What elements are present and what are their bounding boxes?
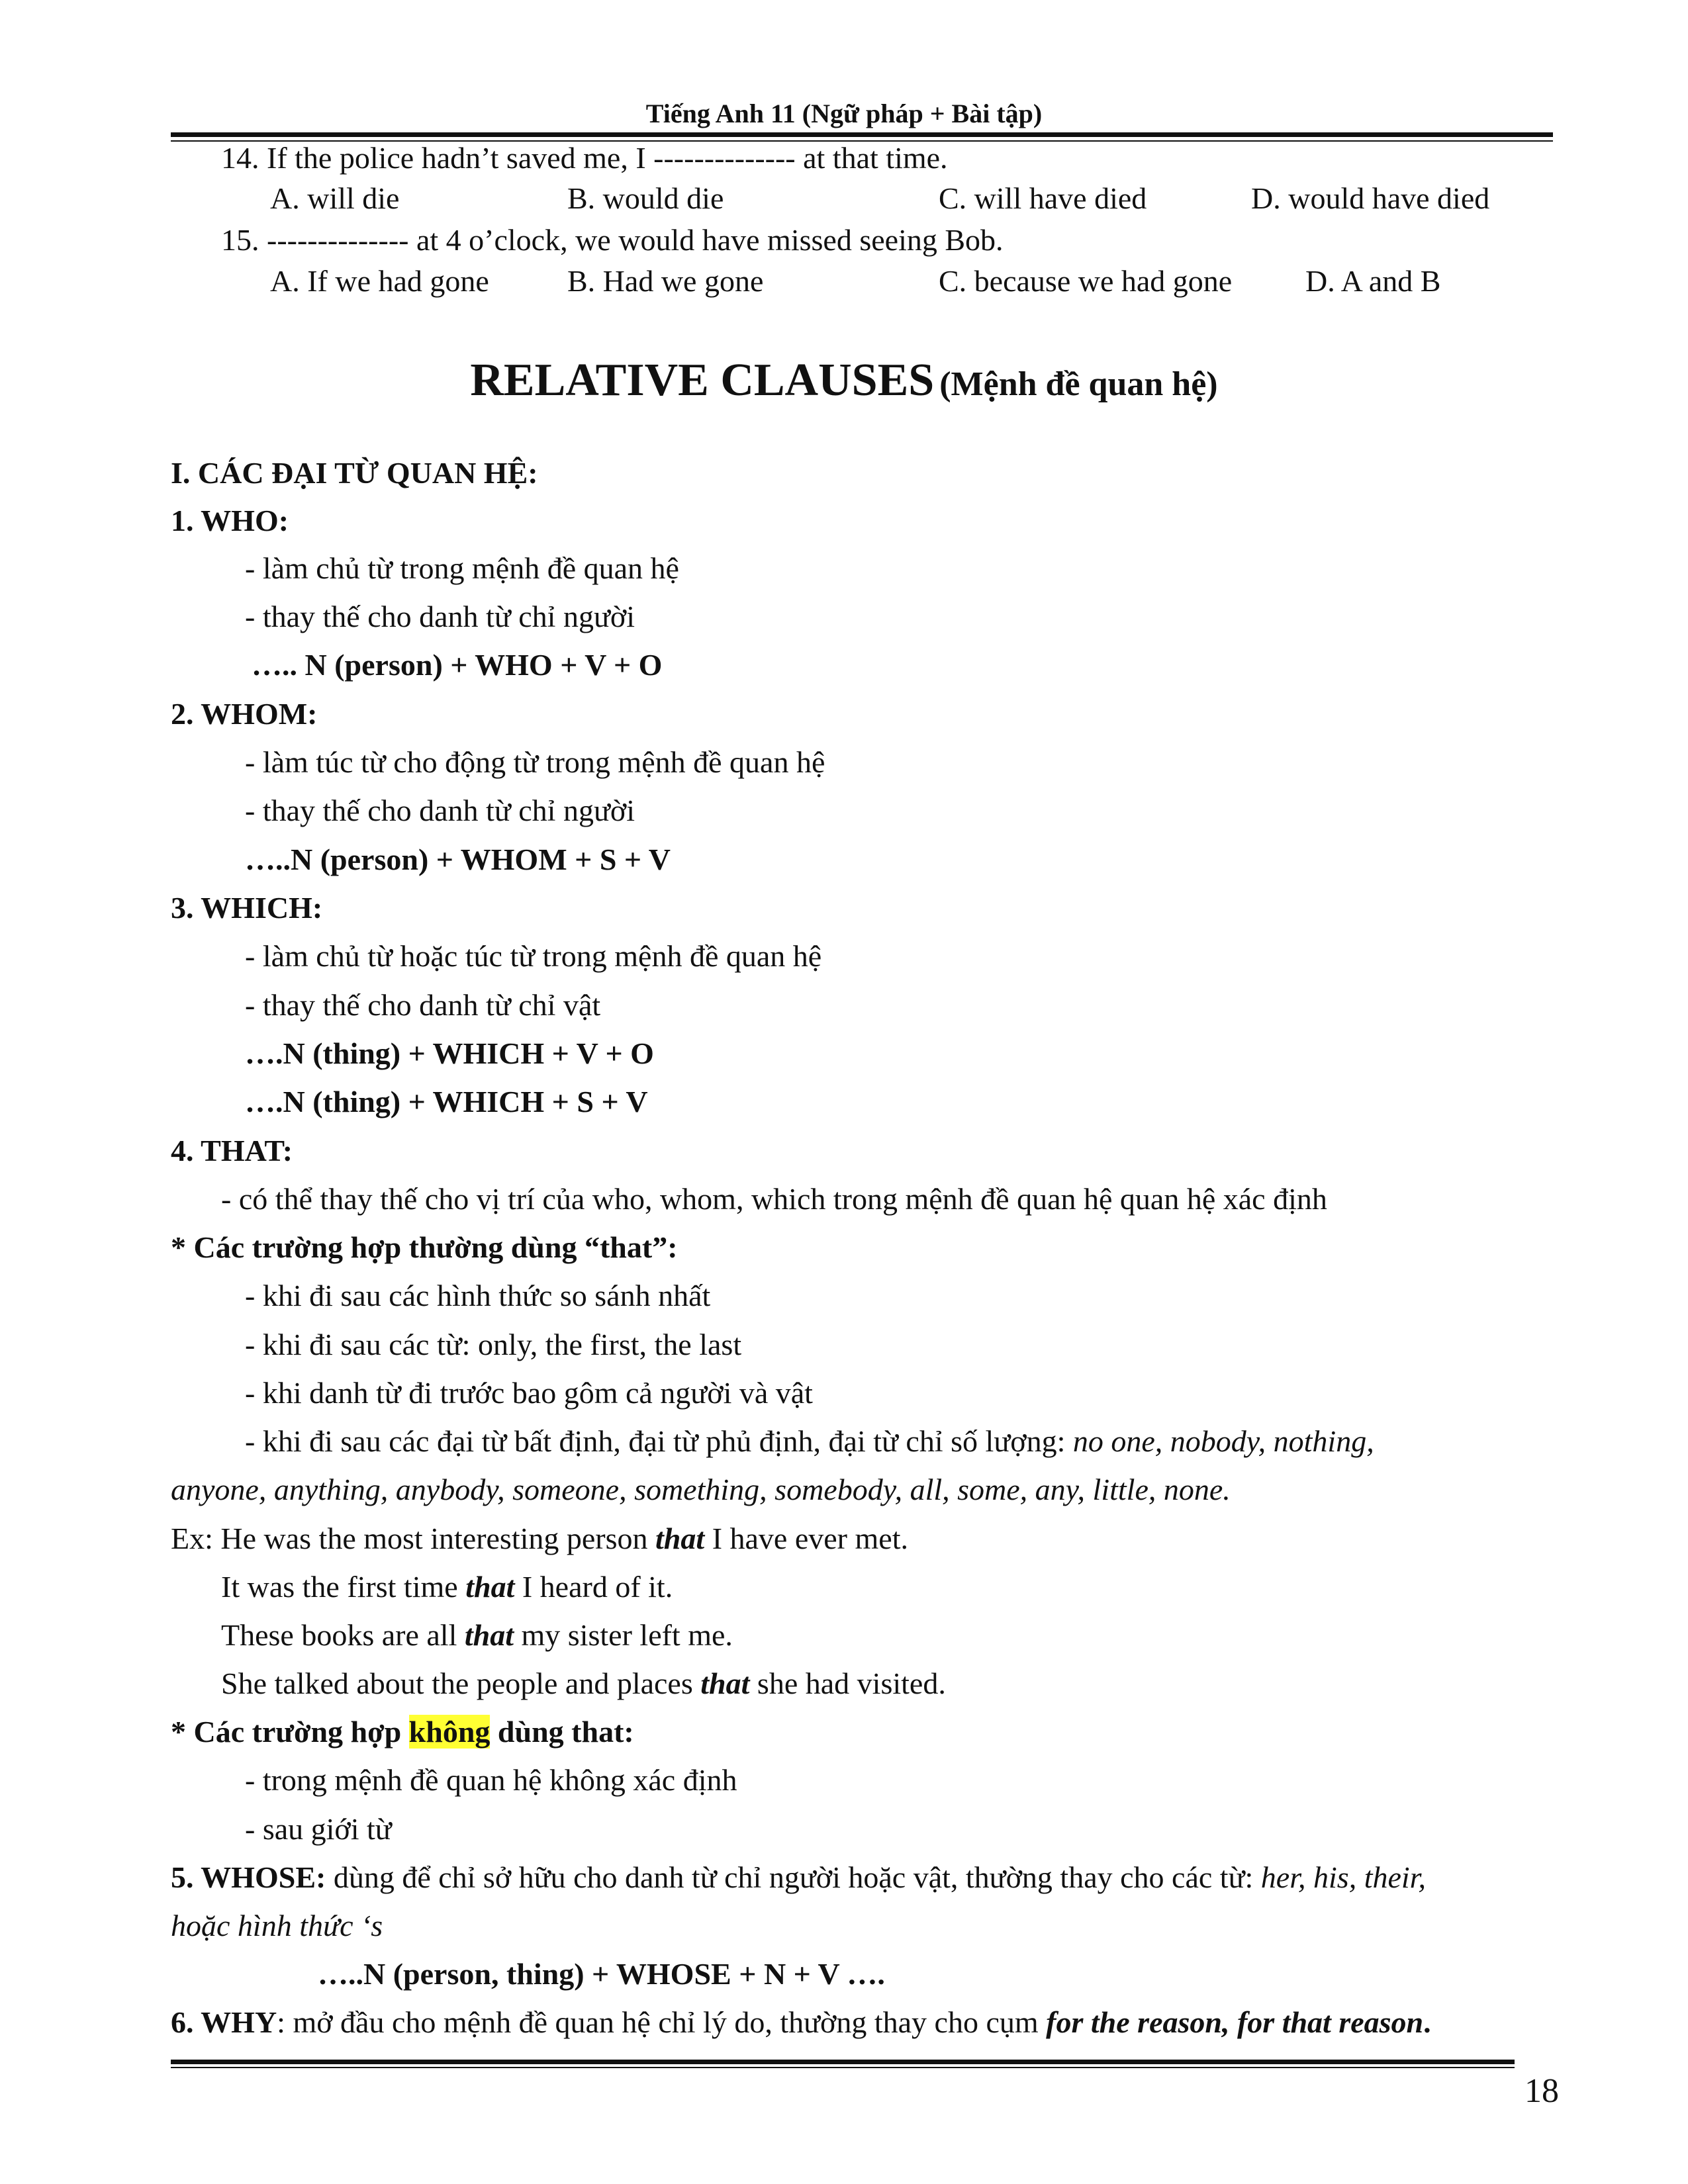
that-line-1: - có thể thay thế cho vị trí của who, whom, which trong mệnh đề quan hệ quan hệ xác định — [221, 1182, 1327, 1216]
that-case-2: - khi đi sau các từ: only, the first, the last — [245, 1328, 742, 1361]
why-line — [171, 2005, 1431, 2040]
who-line-2: - thay thế cho danh từ chỉ người — [245, 600, 635, 633]
question-14-option-a: A. will die — [270, 181, 400, 215]
whom-line-2: - thay thế cho danh từ chỉ người — [245, 794, 635, 827]
question-15-option-c: C. because we had gone — [939, 264, 1233, 298]
example-1-end: I have ever met. — [704, 1522, 908, 1555]
whose-italic: her, his, their, — [1260, 1860, 1426, 1894]
question-14-option-d: D. would have died — [1251, 181, 1490, 215]
example-4-end: she had visited. — [749, 1666, 946, 1700]
whose-heading: 5. WHOSE: — [171, 1860, 326, 1894]
that-case-1: - khi đi sau các hình thức so sánh nhất — [245, 1279, 711, 1312]
question-15-option-d: D. A and B — [1305, 264, 1441, 298]
example-1 — [171, 1521, 908, 1556]
who-formula: ….. N (person) + WHO + V + O — [252, 648, 663, 682]
section-1-heading: I. CÁC ĐẠI TỪ QUAN HỆ: — [171, 456, 538, 490]
question-14-option-b: B. would die — [567, 181, 724, 215]
that-case-4-continued: anyone, anything, anybody, someone, something, somebody, all, some, any, little, none. — [171, 1473, 1231, 1506]
title-sub: (Mệnh đề quan hệ) — [939, 365, 1218, 403]
example-3-that: that — [464, 1618, 514, 1652]
that-not-heading-end: dùng that: — [490, 1715, 634, 1749]
which-line-2: - thay thế cho danh từ chỉ vật — [245, 988, 601, 1022]
example-4-that: that — [700, 1666, 750, 1700]
why-text: : mở đầu cho mệnh đề quan hệ chỉ lý do, thường thay cho cụm — [277, 2005, 1047, 2039]
question-15-option-a: A. If we had gone — [270, 264, 489, 298]
that-cases-heading: * Các trường hợp thường dùng “that”: — [171, 1230, 678, 1264]
page-number: 18 — [1524, 2072, 1559, 2110]
example-4 — [221, 1666, 946, 1701]
whose-line — [171, 1860, 1426, 1895]
example-3 — [221, 1617, 733, 1653]
title-main: RELATIVE CLAUSES — [470, 355, 935, 406]
that-heading: 4. THAT: — [171, 1134, 293, 1167]
whose-text: dùng để chỉ sở hữu cho danh từ chỉ người hoặc vật, thường thay cho các từ: — [326, 1860, 1261, 1894]
example-3-text: These books are all — [221, 1618, 465, 1652]
that-case-3: - khi danh từ đi trước bao gôm cả người và vật — [245, 1376, 813, 1410]
that-not-1: - trong mệnh đề quan hệ không xác định — [245, 1763, 737, 1797]
that-not-heading-text: * Các trường hợp — [171, 1715, 409, 1749]
example-4-text: She talked about the people and places — [221, 1666, 701, 1700]
footer-rule-thin — [171, 2067, 1515, 2068]
example-3-end: my sister left me. — [514, 1618, 733, 1652]
which-heading: 3. WHICH: — [171, 891, 323, 925]
why-phrase: for the reason, for that reason — [1046, 2005, 1424, 2039]
section-title — [0, 354, 1688, 407]
that-case-4-italic: no one, nobody, nothing, — [1072, 1424, 1374, 1458]
why-end: . — [1423, 2005, 1431, 2039]
whom-formula: …..N (person) + WHOM + S + V — [245, 842, 671, 876]
header-rule-thick — [171, 132, 1553, 137]
which-line-1: - làm chủ từ hoặc túc từ trong mệnh đề quan hệ — [245, 939, 822, 973]
highlighted-word: không — [408, 1715, 491, 1749]
why-heading: 6. WHY — [171, 2005, 277, 2039]
whose-line-2: hoặc hình thức ‘s — [171, 1909, 383, 1942]
which-formula-2: ….N (thing) + WHICH + S + V — [245, 1085, 648, 1118]
that-not-2: - sau giới từ — [245, 1812, 392, 1846]
question-15-stem: 15. -------------- at 4 o’clock, we would have missed seeing Bob. — [221, 223, 1004, 257]
whose-formula: …..N (person, thing) + WHOSE + N + V …. — [318, 1957, 885, 1991]
which-formula-1: ….N (thing) + WHICH + V + O — [245, 1036, 654, 1070]
example-2-that: that — [465, 1570, 515, 1604]
that-case-4 — [245, 1424, 1374, 1459]
question-14-option-c: C. will have died — [939, 181, 1147, 215]
question-15-option-b: B. Had we gone — [567, 264, 764, 298]
that-case-4-text: - khi đi sau các đại từ bất định, đại từ phủ định, đại từ chỉ số lượng: — [245, 1424, 1073, 1458]
example-2-end: I heard of it. — [514, 1570, 673, 1604]
who-line-1: - làm chủ từ trong mệnh đề quan hệ — [245, 551, 679, 585]
page-header: Tiếng Anh 11 (Ngữ pháp + Bài tập) — [645, 99, 1043, 128]
example-1-text: Ex: He was the most interesting person — [171, 1522, 656, 1555]
who-heading: 1. WHO: — [171, 504, 289, 537]
that-not-heading — [171, 1714, 634, 1749]
question-14-stem: 14. If the police hadn’t saved me, I -------------- at that time. — [221, 141, 948, 175]
footer-rule-thick — [171, 2060, 1515, 2064]
whom-line-1: - làm túc từ cho động từ trong mệnh đề quan hệ — [245, 745, 825, 779]
example-2 — [221, 1569, 673, 1604]
example-2-text: It was the first time — [221, 1570, 466, 1604]
example-1-that: that — [655, 1522, 705, 1555]
whom-heading: 2. WHOM: — [171, 697, 318, 731]
